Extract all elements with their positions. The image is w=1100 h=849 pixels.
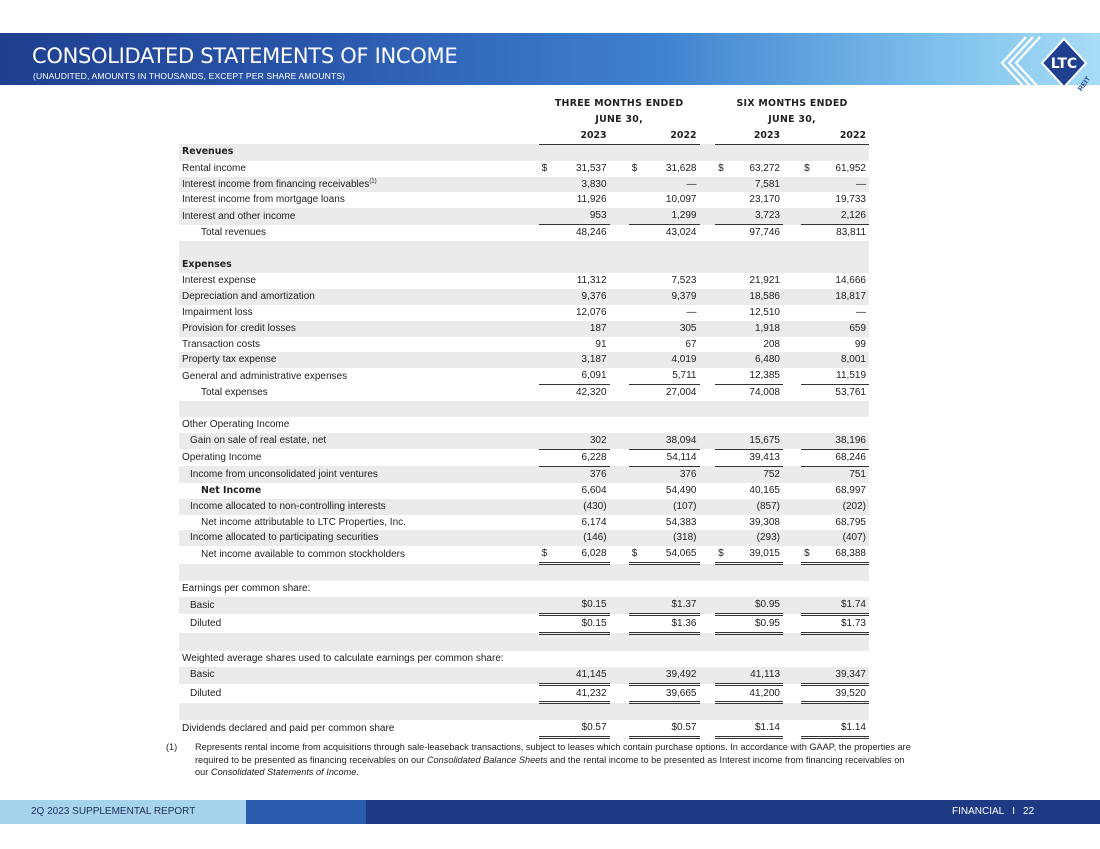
row-label: Other Operating Income [182, 419, 290, 431]
income-statement-table [179, 96, 869, 739]
value-cell: 54,383 [665, 516, 697, 528]
statement-row [179, 273, 869, 289]
statement-section-row [179, 633, 869, 650]
value-cell: — [686, 306, 697, 318]
value-cell: 27,004 [665, 387, 697, 399]
value-cell: 2,126 [840, 210, 866, 222]
value-cell: $1.73 [840, 617, 866, 629]
statement-row [179, 466, 869, 482]
value-cell: (107) [673, 500, 697, 512]
value-cell: 23,170 [749, 194, 780, 206]
statement-row [179, 321, 869, 337]
statement-section-row [179, 564, 869, 581]
year-header: 2023 [539, 128, 610, 144]
statement-row [179, 208, 869, 224]
statement-row [179, 192, 869, 208]
dollar-sign: $ [541, 548, 548, 560]
statement-row [179, 546, 869, 563]
statement-row [179, 667, 869, 684]
value-cell: 11,312 [576, 274, 607, 286]
value-cell: $1.37 [671, 599, 697, 611]
statement-section-row [179, 651, 869, 667]
statement-row [179, 515, 869, 531]
row-label: Diluted [190, 617, 222, 629]
row-label: Net Income [201, 484, 262, 496]
value-cell: 68,388 [835, 548, 866, 560]
value-cell: 376 [589, 468, 607, 480]
value-cell: 74,008 [749, 387, 780, 399]
row-label: Depreciation and amortization [182, 290, 315, 302]
row-label: Provision for credit losses [182, 322, 296, 334]
value-cell: 21,921 [749, 274, 780, 286]
statement-row [179, 225, 869, 241]
statement-section-row [179, 144, 869, 160]
value-cell: (202) [842, 500, 866, 512]
statement-row [179, 483, 869, 499]
value-cell: 38,196 [835, 434, 866, 446]
value-cell: 14,666 [835, 274, 866, 286]
dollar-sign: $ [631, 548, 638, 560]
value-cell: 6,028 [581, 548, 607, 560]
statement-row [179, 177, 869, 193]
value-cell: 1,918 [754, 322, 780, 334]
row-label: Operating Income [182, 451, 262, 463]
value-cell: 39,665 [665, 687, 697, 699]
value-cell: 208 [763, 338, 780, 350]
value-cell: 659 [849, 322, 866, 334]
row-label: Total expenses [201, 387, 268, 399]
value-cell: $1.74 [840, 599, 866, 611]
statement-section-row [179, 703, 869, 720]
value-cell: 39,413 [749, 451, 780, 463]
statement-row [179, 449, 869, 466]
statement-section-row [179, 417, 869, 433]
value-cell: 7,581 [754, 178, 780, 190]
row-label: Weighted average shares used to calculate earnings per common share: [182, 652, 504, 664]
value-cell: 6,228 [581, 451, 607, 463]
value-cell: (146) [583, 532, 607, 544]
value-cell: 18,817 [835, 290, 866, 302]
value-cell: 41,145 [575, 668, 607, 680]
statement-section-row [179, 257, 869, 273]
value-cell: 67 [685, 338, 697, 350]
value-cell: 83,811 [836, 227, 866, 239]
value-cell: 39,015 [749, 548, 780, 560]
statement-row [179, 530, 869, 546]
row-label: Transaction costs [182, 338, 260, 350]
footer-report-name: 2Q 2023 SUPPLEMENTAL REPORT [31, 806, 196, 817]
value-cell: 39,492 [665, 668, 697, 680]
row-label: Interest income from financing receivables [182, 178, 370, 190]
row-label: Property tax expense [182, 354, 277, 366]
dollar-sign: $ [541, 162, 548, 174]
value-cell: 8,001 [840, 354, 866, 366]
footer-separator: I [1012, 806, 1016, 817]
row-label: Impairment loss [182, 306, 253, 318]
footnote [166, 741, 911, 779]
value-cell: 38,094 [665, 434, 697, 446]
statement-row [179, 368, 869, 384]
statement-row [179, 597, 869, 614]
statement-section-row [179, 241, 869, 257]
value-cell: 68,246 [835, 451, 866, 463]
statement-row [179, 385, 869, 401]
logo-subtext: REIT [1077, 75, 1093, 93]
logo-text: LTC [1050, 56, 1078, 72]
value-cell: 751 [849, 468, 866, 480]
value-cell: 11,519 [836, 370, 866, 382]
row-label: Interest and other income [182, 210, 296, 222]
value-cell: 68,795 [835, 516, 866, 528]
row-label: Diluted [190, 687, 222, 699]
value-cell: 12,510 [749, 306, 780, 318]
value-cell: (293) [756, 532, 780, 544]
value-cell: 63,272 [749, 162, 780, 174]
value-cell: 12,076 [575, 306, 607, 318]
value-cell: — [856, 178, 866, 190]
value-cell: $1.36 [671, 617, 697, 629]
six-months-header-line1: SIX MONTHS ENDED [736, 98, 848, 109]
row-label: Revenues [182, 146, 234, 158]
value-cell: $0.57 [671, 722, 697, 734]
value-cell: 19,733 [835, 194, 866, 206]
value-cell: 10,097 [665, 194, 697, 206]
value-cell: 40,165 [749, 484, 780, 496]
value-cell: 1,299 [671, 210, 697, 222]
dollar-sign: $ [631, 162, 638, 174]
value-cell: 99 [854, 338, 866, 350]
three-months-header-line2: JUNE 30, [595, 113, 643, 125]
dollar-sign: $ [718, 548, 724, 560]
statement-row [179, 499, 869, 515]
row-label: Total revenues [201, 226, 267, 238]
value-cell: 18,586 [749, 290, 780, 302]
footer-section: FINANCIAL [952, 806, 1005, 817]
statement-section-row [179, 401, 869, 417]
statement-row [179, 337, 869, 353]
value-cell: $0.95 [754, 617, 780, 629]
row-label: Rental income [182, 162, 246, 174]
row-label: Net income available to common stockholders [201, 549, 405, 561]
value-cell: 39,347 [835, 668, 866, 680]
statement-row [179, 433, 869, 449]
row-label: Income allocated to participating securities [190, 532, 379, 544]
row-label: Basic [190, 669, 215, 681]
value-cell: 42,320 [575, 387, 607, 399]
value-cell: 6,604 [581, 484, 607, 496]
value-cell: 302 [589, 434, 607, 446]
page-number: 22 [1023, 806, 1035, 817]
three-months-header-line1: THREE MONTHS ENDED [554, 98, 684, 109]
value-cell: 6,091 [581, 370, 607, 382]
value-cell: $0.15 [581, 617, 607, 629]
dollar-sign: $ [804, 162, 810, 174]
value-cell: 39,308 [749, 516, 780, 528]
footnote-marker: (1) [166, 742, 178, 752]
value-cell: 61,952 [835, 162, 866, 174]
ltc-reit-logo [996, 27, 1096, 99]
value-cell: 41,200 [749, 687, 780, 699]
six-months-header-line2: JUNE 30, [768, 113, 816, 125]
value-cell: (407) [842, 532, 866, 544]
value-cell: $1.14 [840, 722, 866, 734]
value-cell: 9,376 [581, 290, 607, 302]
value-cell: 187 [589, 322, 607, 334]
value-cell: 54,114 [666, 451, 697, 463]
value-cell: 4,019 [671, 354, 697, 366]
value-cell: — [686, 178, 697, 190]
statement-row [179, 352, 869, 368]
value-cell: (857) [756, 500, 780, 512]
row-label: Dividends declared and paid per common share [182, 723, 395, 735]
value-cell: 39,520 [835, 687, 866, 699]
value-cell: (430) [583, 500, 607, 512]
value-cell: 6,174 [581, 516, 607, 528]
value-cell: $0.57 [581, 722, 607, 734]
value-cell: 97,746 [749, 227, 780, 239]
row-label: Basic [190, 599, 215, 611]
value-cell: 376 [679, 468, 697, 480]
value-cell: 11,926 [576, 194, 607, 206]
row-label: General and administrative expenses [182, 370, 348, 382]
value-cell: 7,523 [671, 274, 697, 286]
page-title: CONSOLIDATED STATEMENTS OF INCOME [32, 44, 458, 68]
value-cell: $0.95 [754, 599, 780, 611]
value-cell: 15,675 [749, 434, 780, 446]
statement-row [179, 305, 869, 321]
value-cell: 54,065 [665, 548, 697, 560]
statement-row [179, 720, 869, 737]
value-cell: 54,490 [665, 484, 697, 496]
statement-row [179, 289, 869, 305]
page-subtitle: (UNAUDITED, AMOUNTS IN THOUSANDS, EXCEPT PER SHARE AMOUNTS) [33, 71, 346, 81]
statement-row [179, 684, 869, 703]
value-cell: $1.14 [754, 722, 780, 734]
value-cell: 752 [763, 468, 780, 480]
row-label: Gain on sale of real estate, net [190, 435, 327, 447]
value-cell: 3,830 [581, 178, 607, 190]
year-header: 2022 [629, 128, 700, 144]
dollar-sign: $ [718, 162, 724, 174]
value-cell: 5,711 [672, 370, 697, 382]
value-cell: $0.15 [581, 599, 607, 611]
footnote-reference: (1) [369, 178, 377, 185]
statement-section-row [179, 581, 869, 597]
value-cell: 68,997 [835, 484, 866, 496]
row-label: Expenses [182, 259, 232, 271]
year-header: 2023 [715, 128, 783, 144]
dollar-sign: $ [804, 548, 810, 560]
footer-page-info [952, 806, 1034, 817]
value-cell: 3,723 [754, 210, 780, 222]
statement-row [179, 161, 869, 177]
value-cell: 305 [679, 322, 697, 334]
value-cell: 6,480 [754, 354, 780, 366]
value-cell: — [856, 306, 866, 318]
value-cell: 91 [595, 338, 607, 350]
value-cell: 3,187 [581, 354, 607, 366]
statement-row [179, 614, 869, 633]
value-cell: 31,628 [665, 162, 697, 174]
value-cell: 43,024 [665, 227, 697, 239]
value-cell: 41,232 [575, 687, 607, 699]
row-label: Income allocated to non-controlling interests [190, 500, 386, 512]
value-cell: 41,113 [750, 668, 780, 680]
row-label: Interest income from mortgage loans [182, 194, 345, 206]
value-cell: 53,761 [835, 387, 866, 399]
row-label: Income from unconsolidated joint ventures [190, 468, 378, 480]
value-cell: (318) [673, 532, 697, 544]
footnote-text: Represents rental income from acquisitions through sale-leaseback transactions, subject to leases which contain purchase options. In accordance with GAAP, the properties are required to be presented as financing receivables on our Consolidated Balance Sheets and the rental income to be presented as Interest income from financing receivables on our Consolidated Statements of Income. [195, 742, 911, 777]
year-header: 2022 [801, 128, 869, 144]
row-label: Net income attributable to LTC Properties, Inc. [201, 516, 406, 528]
value-cell: 953 [589, 210, 607, 222]
value-cell: 12,385 [749, 370, 780, 382]
value-cell: 48,246 [575, 227, 607, 239]
value-cell: 9,379 [671, 290, 697, 302]
row-label: Earnings per common share: [182, 583, 311, 595]
value-cell: 31,537 [575, 162, 607, 174]
row-label: Interest expense [182, 274, 256, 286]
